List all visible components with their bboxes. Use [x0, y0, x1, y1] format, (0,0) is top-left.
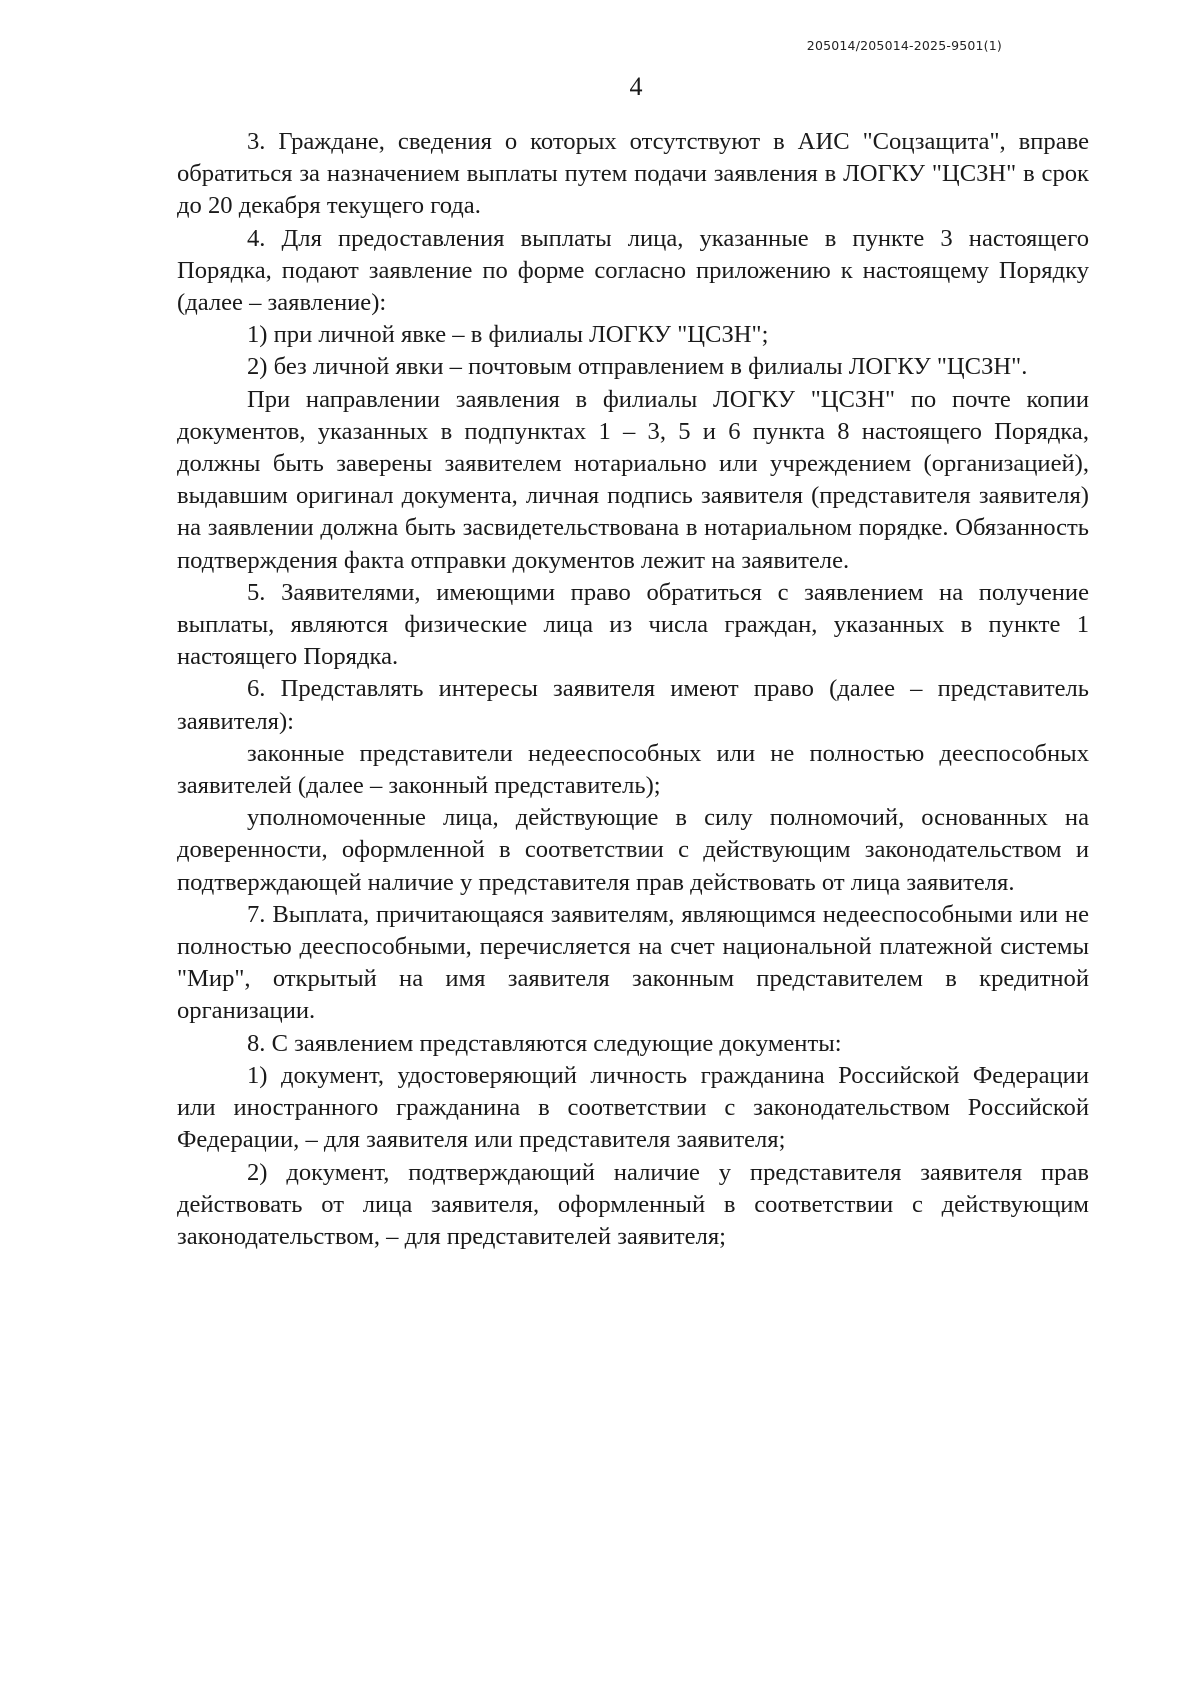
- paragraph-3-applicants-not-in-ais: 3. Граждане, сведения о которых отсутствуют в АИС "Соцзащита", вправе обратиться за назначением выплаты путем подачи заявления в ЛОГКУ "ЦСЗН" в срок до 20 декабря текущего года.: [177, 128, 1089, 220]
- document-id: 205014/205014-2025-9501(1): [806, 38, 1002, 53]
- paragraph-6-representatives: 6. Представлять интересы заявителя имеют право (далее – представитель заявителя):: [177, 675, 1089, 735]
- subitem-authorized-persons: уполномоченные лица, действующие в силу полномочий, основанных на доверенности, оформленной в соответствии с действующим законодательством и подтверждающей наличие у представителя прав действовать от лица заявителя.: [177, 804, 1089, 896]
- paragraph-5-applicants: 5. Заявителями, имеющими право обратиться с заявлением на получение выплаты, являются физические лица из числа граждан, указанных в пункте 1 настоящего Порядка.: [177, 578, 1089, 671]
- subitem-by-mail: 2) без личной явки – почтовым отправлением в филиалы ЛОГКУ "ЦСЗН".: [247, 353, 1028, 381]
- paragraph-8-documents: 8. С заявлением представляются следующие документы:: [247, 1029, 842, 1057]
- document-body: [177, 126, 1089, 1253]
- page-number: 4: [629, 72, 643, 101]
- paragraph-7-payment-account: 7. Выплата, причитающаяся заявителям, являющимся недееспособными или не полностью дееспособными, перечисляется на счет национальной платежной системы "Мир", открытый на имя заявителя законным представителем в кредитной организации.: [177, 900, 1089, 1025]
- paragraph-4-application-submission: 4. Для предоставления выплаты лица, указанные в пункте 3 настоящего Порядка, подают заявление по форме согласно приложению к настоящему Порядку (далее – заявление):: [177, 224, 1089, 317]
- subitem-legal-representatives: законные представители недееспособных или не полностью дееспособных заявителей (далее – законный представитель);: [177, 739, 1089, 800]
- subitem-authority-document: 2) документ, подтверждающий наличие у представителя заявителя прав действовать от лица заявителя, оформленный в соответствии с действующим законодательством, – для представителей заявителя;: [177, 1158, 1089, 1250]
- subitem-in-person: 1) при личной явке – в филиалы ЛОГКУ "ЦСЗН";: [247, 321, 769, 349]
- subitem-identity-document: 1) документ, удостоверяющий личность гражданина Российской Федерации или иностранного гражданина в соответствии с законодательством Российской Федерации, – для заявителя или представителя заявителя;: [177, 1061, 1089, 1154]
- paragraph-mail-certification: При направлении заявления в филиалы ЛОГКУ "ЦСЗН" по почте копии документов, указанных в подпунктах 1 – 3, 5 и 6 пункта 8 настоящего Порядка, должны быть заверены заявителем нотариально или учреждением (организацией), выдавшим оригинал документа, личная подпись заявителя (представителя заявителя) на заявлении должна быть засвидетельствована в нотариальном порядке. Обязанность подтверждения факта отправки документов лежит на заявителе.: [177, 385, 1089, 574]
